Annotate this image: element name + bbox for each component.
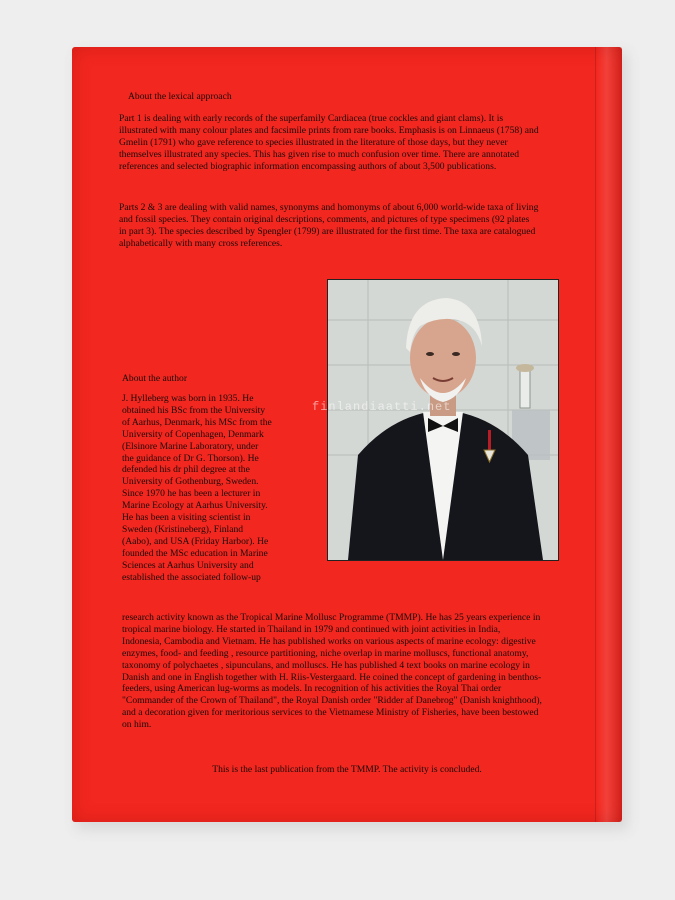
book-back-cover [72, 47, 622, 822]
portrait-photo-icon [328, 280, 558, 560]
cover-edge [595, 47, 622, 822]
footer-note: This is the last publication from the TMMP. The activity is concluded. [212, 764, 482, 775]
author-heading: About the author [122, 373, 188, 384]
author-bio-full: research activity known as the Tropical Marine Mollusc Programme (TMMP). He has 25 years experience in tropical marine biology. He started in Thailand in 1979 and continued with joint activities in India, Indonesia, Cambodia and Vietnam. He has published works on various aspects of marine ecology: digestive enzymes, food- and feeding , resource partitioning, niche overlap in marine molluscs, functional anatomy, taxonomy of polychaetes , sipunculans, and molluscs. He has published 4 text books on marine ecology in Danish and one in English together with H. Riis-Vestergaard. He coined the concept of gardening in benthos-feeders, using American lug-worms as models. In recognition of his activities the Royal Thai order "Commander of the Crown of Thailand", the Royal Danish order "Ridder af Danebrog" (Danish knighthood), and a decoration given for meritorious services to the Vietnamese Ministry of Fisheries, have been bestowed on him. [122, 612, 542, 731]
author-bio-column: J. Hylleberg was born in 1935. He obtained his BSc from the University of Aarhus, Denmark, his MSc from the University of Copenhagen, Denmark (Elsinore Marine Laboratory, under the guidance of Dr G. Thorson). He defended his dr phil degree at the University of Gothenburg, Sweden. Since 1970 he has been a lecturer in Marine Ecology at Aarhus University. He has been a visiting scientist in Sweden (Kristineberg), Finland (Aabo), and USA (Friday Harbor). He founded the MSc education in Marine Sciences at Aarhus University and established the associated follow-up [122, 393, 272, 583]
watermark: finlandiaatti.net [312, 400, 452, 414]
lexical-paragraph-2: Parts 2 & 3 are dealing with valid names, synonyms and homonyms of about 6,000 world-wide taxa of living and fossil species. They contain original descriptions, comments, and pictures of type specimens (92 plates in part 3). The species described by Spengler (1799) are illustrated for the first time. The taxa are catalogued alphabetically with many cross references. [119, 202, 539, 249]
lexical-heading: About the lexical approach [128, 91, 232, 102]
author-photo [327, 279, 559, 561]
lexical-paragraph-1: Part 1 is dealing with early records of the superfamily Cardiacea (true cockles and giant clams). It is illustrated with many colour plates and facsimile prints from rare books. Emphasis is on Linnaeus (1758) and Gmelin (1791) who gave reference to species illustrated in the literature of those days, but they never themselves illustrated any species. This has given rise to much confusion over time. There are annotated references and selected biographic information encompassing authors of about 3,500 publications. [119, 113, 539, 172]
